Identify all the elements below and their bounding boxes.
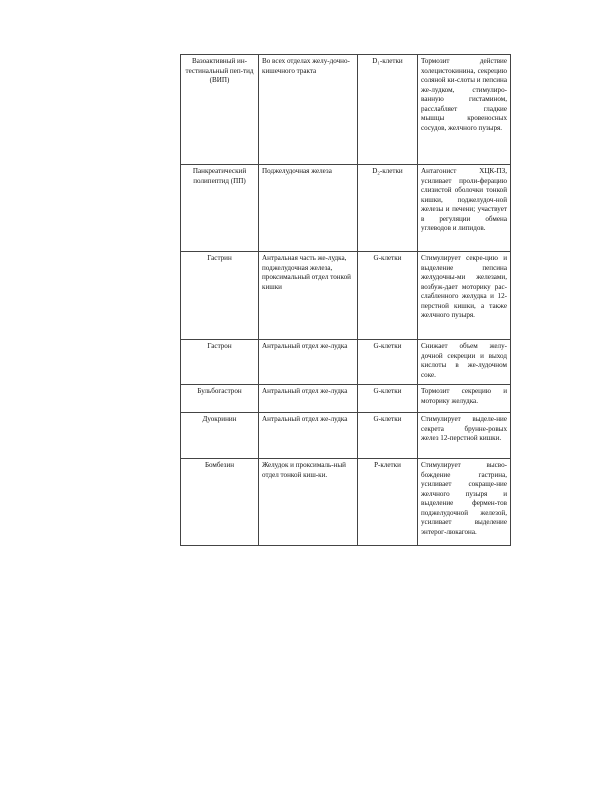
hormone-function: Снижает объем желу-дочной секреции и выход кислоты в же-лудочном соке. (418, 340, 511, 385)
table-row (181, 385, 511, 413)
hormone-function: Стимулирует секре-цию и выделение пепсина желудочны-ми железами, возбуж-дает моторику рас-слабленного желудка и 12-перстной кишки, а также желчного пузыря. (418, 252, 511, 340)
hormone-cells: Р-клетки (358, 459, 418, 546)
hormone-location: Антральный отдел же-лудка (259, 385, 358, 413)
hormone-cells: D₁-клетки (358, 55, 418, 165)
hormone-function: Стимулирует высво-бождение гастрина, усиливает сокраще-ние желчного пузыря и выделение фермен-тов поджелудочной железой, усиливает выделение энтерог-люкагона. (418, 459, 511, 546)
hormone-cells: G-клетки (358, 413, 418, 459)
hormone-name: Вазоактивный ин-тестинальный пеп-тид (ВИП) (181, 55, 259, 165)
table-row (181, 252, 511, 340)
hormone-name: Дуокринин (181, 413, 259, 459)
table-row (181, 165, 511, 252)
hormone-location: Антральный отдел же-лудка (259, 340, 358, 385)
hormone-location: Желудок и проксималь-ный отдел тонкой киш-ки. (259, 459, 358, 546)
table-row (181, 340, 511, 385)
table-row (181, 55, 511, 165)
hormone-location: Антральный отдел же-лудка (259, 413, 358, 459)
hormone-location: Поджелудочная железа (259, 165, 358, 252)
hormone-name: Бомбезин (181, 459, 259, 546)
hormone-name: Гастрин (181, 252, 259, 340)
hormone-cells: G-клетки (358, 385, 418, 413)
hormone-cells: G-клетки (358, 252, 418, 340)
hormone-name: Гастрон (181, 340, 259, 385)
hormone-function: Антагонист ХЦК-ПЗ, усиливает проли-ферацию слизистой оболочки тонкой кишки, поджелудоч-ной железы и печени; участвует в регуляции обмена углеводов и липидов. (418, 165, 511, 252)
hormone-name: Бульбогастрон (181, 385, 259, 413)
table-row (181, 413, 511, 459)
hormone-function: Тормозит секрецию и моторику желудка. (418, 385, 511, 413)
hormone-table (180, 54, 511, 546)
hormone-cells: D₂-клетки (358, 165, 418, 252)
hormone-name: Панкреатический полипептид (ПП) (181, 165, 259, 252)
table-row (181, 459, 511, 546)
hormone-function: Стимулирует выделе-ние секрета бруннe-ровых желез 12-перстной кишки. (418, 413, 511, 459)
hormone-location: Антральная часть же-лудка, поджелудочная железа, проксимальный отдел тонкой кишки (259, 252, 358, 340)
hormone-location: Во всех отделах желу-дочно-кишечного тракта (259, 55, 358, 165)
hormone-cells: G-клетки (358, 340, 418, 385)
hormone-function: Тормозит действие холецистокинина, секрецию соляной ки-слоты и пепсина же-лудком, стимулиро-ванную гистамином, расслабляет гладкие мышцы кровеносных сосудов, желчного пузыря. (418, 55, 511, 165)
